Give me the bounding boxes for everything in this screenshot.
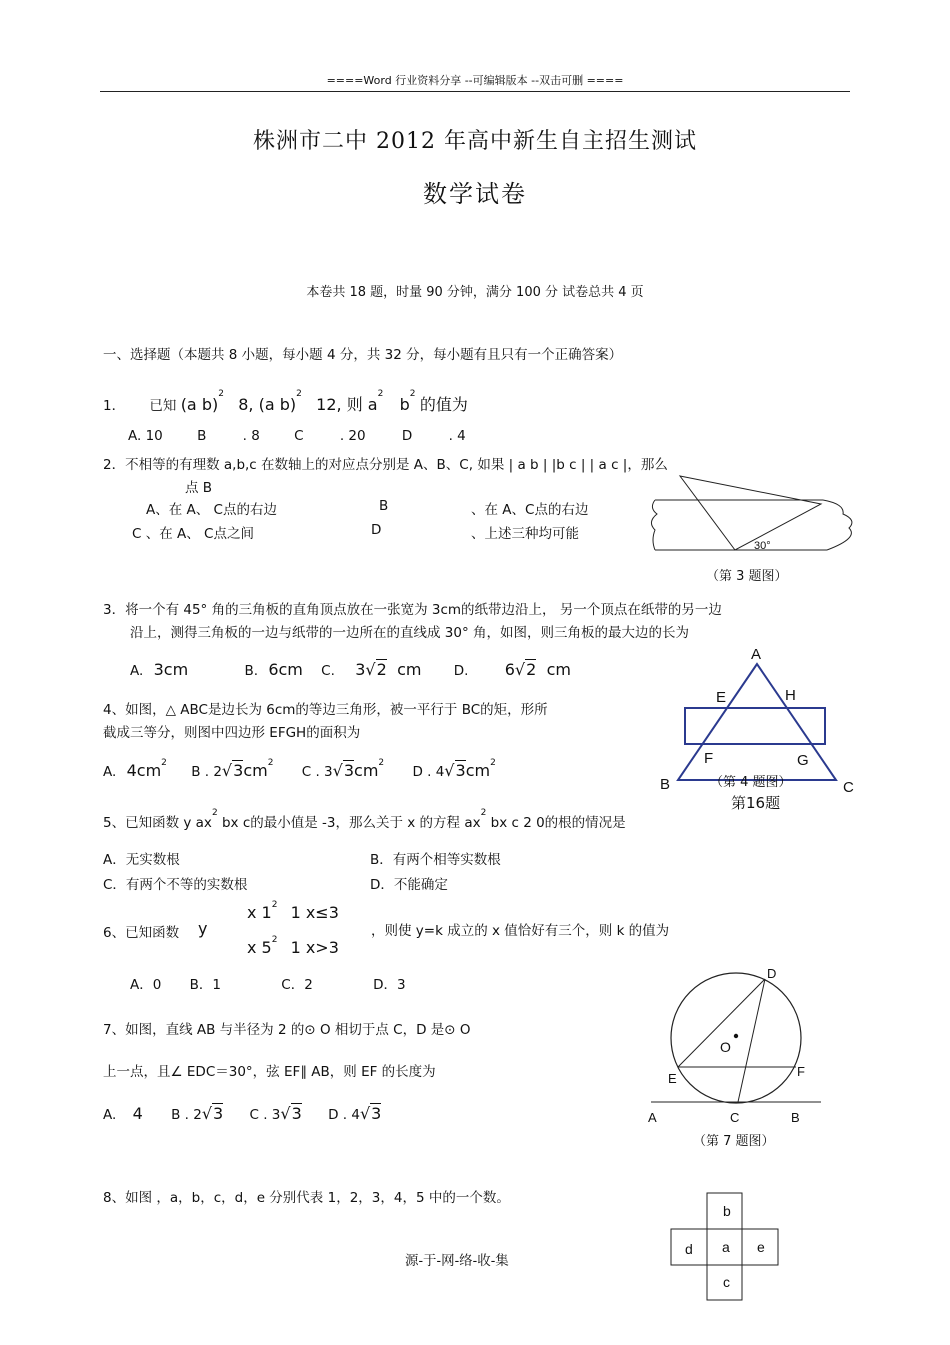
figure-3-caption: （第 3 题图）: [706, 569, 788, 584]
q5-option-d: D．不能确定: [370, 877, 448, 893]
q6-y: y: [198, 919, 208, 938]
q2-option-b-letter: B: [379, 498, 389, 514]
question-6-lead: 6、已知函数: [103, 925, 180, 941]
q5-option-b: B．有两个相等实数根: [370, 852, 501, 868]
fig7-label-a: A: [648, 1110, 657, 1125]
fig7-label-e: E: [668, 1071, 677, 1086]
fig7-label-d: D: [767, 966, 777, 981]
page-header: ====Word 行业资料分享 --可编辑版本 --双击可删 ====: [326, 74, 624, 87]
q4-line2: 截成三等分，则图中四边形 EFGH的面积为: [103, 725, 361, 741]
exam-title: 株洲市二中 2012 年高中新生自主招生测试: [253, 129, 697, 154]
q2-option-b: 、在 A、C点的右边: [471, 502, 589, 518]
q5-option-a: A．无实数根: [103, 852, 180, 868]
section-heading: 一、选择题（本题共 8 小题，每小题 4 分，共 32 分，每小题有且只有一个正确答案）: [103, 347, 623, 363]
q1-options: A. 10 B . 8 C . 20 D . 4: [128, 428, 466, 444]
fig4-label-h: H: [785, 687, 796, 704]
question-4: 4、如图，△ ABC是边长为 6cm的等边三角形，被一平行于 BC的矩，形所: [103, 702, 548, 718]
figure-4-caption: （第 4 题图）: [710, 775, 792, 790]
fig7-label-c: C: [730, 1110, 740, 1125]
q6-case-1: x $1^2$ 1 x≤3: [247, 900, 339, 922]
fig8-cell-b: b: [723, 1203, 731, 1219]
exam-info: 本卷共 18 题，时量 90 分钟，满分 100 分 试卷总共 4 页: [306, 285, 644, 300]
page-footer: 源-于-网-络-收-集: [405, 1253, 509, 1269]
figure-7-caption: （第 7 题图）: [693, 1134, 775, 1149]
q7-line2: 上一点，且∠ EDC＝30°，弦 EF∥ AB，则 EF 的长度为: [103, 1064, 436, 1080]
fig4-label-c: C: [843, 779, 854, 796]
fig8-cell-d: d: [685, 1241, 693, 1257]
q6-options: A．0 B．1 C．2 D．3: [130, 977, 406, 993]
q2-option-a: A、在 A、 C点的右边: [146, 502, 277, 518]
fig8-cell-e: e: [757, 1239, 765, 1255]
fig4-label-g: G: [797, 752, 809, 769]
q2-line2: 点 B: [185, 480, 213, 496]
fig7-label-b: B: [791, 1110, 800, 1125]
question-3: 3．将一个有 45° 角的三角板的直角顶点放在一张宽为 3cm的纸带边沿上， 另一个顶点在纸带的另一边: [103, 602, 722, 618]
q6-tail: ，则使 y=k 成立的 x 值恰好有三个，则 k 的值为: [371, 923, 670, 939]
fig4-label-f: F: [704, 750, 714, 767]
question-1: 1． 已知 (a b)$^2$ 8, (a b)$^2$ 12, 则 $a^2$ $b^2$ 的值为: [103, 389, 468, 414]
q5-option-c: C．有两个不等的实数根: [103, 877, 248, 893]
fig7-label-o: O: [720, 1039, 731, 1055]
q1-number: 1．: [103, 398, 126, 414]
question-2: 2．不相等的有理数 a,b,c 在数轴上的对应点分别是 A、B、C, 如果 | a b | |b c | | a c |，那么: [103, 457, 668, 473]
fig8-cell-c: c: [723, 1274, 730, 1290]
q2-option-d: 、上述三种均可能: [471, 526, 579, 542]
fig4-label-b: B: [660, 776, 671, 793]
q3-line2: 沿上，测得三角板的一边与纸带的一边所在的直线成 30° 角，如图，则三角板的最大边的长为: [130, 625, 690, 641]
question-8: 8、如图 ，a，b，c，d，e 分别代表 1，2，3，4，5 中的一个数。: [103, 1190, 510, 1206]
fig7-label-f: F: [797, 1064, 805, 1079]
header-rule: [100, 91, 850, 92]
figure-3-angle-label: 30°: [754, 540, 771, 552]
fig4-label-e: E: [716, 689, 727, 706]
q2-option-d-letter: D: [371, 522, 382, 538]
q3-options: A. 3cm B. 6cm C. 3√2 cm D. 6√2 cm: [130, 660, 571, 679]
exam-subtitle: 数学试卷: [423, 180, 527, 208]
q4-options: A. $4cm^2$ B . $2√3cm^2$ C . $3√3cm^2$ D . $4√3cm^2$: [103, 758, 496, 780]
fig8-cell-a: a: [722, 1239, 730, 1255]
figure-7-circle: [645, 962, 835, 1112]
figure-4-caption-2: 第16题: [731, 794, 781, 812]
q6-case-2: x $5^2$ 1 x>3: [247, 935, 339, 957]
question-5: 5、已知函数 y $ax^2$ bx c的最小值是 -3，那么关于 x 的方程 $ax^2$ bx c 2 0的根的情况是: [103, 808, 626, 831]
q2-option-c: C 、在 A、 C点之间: [132, 526, 254, 542]
q7-options: A. 4 B . 2√3 C . 3√3 D . 4√3: [103, 1104, 382, 1123]
question-7: 7、如图，直线 AB 与半径为 2 的⊙ O 相切于点 C，D 是⊙ O: [103, 1022, 471, 1038]
q1-option: A. 10: [128, 428, 163, 444]
fig4-label-a: A: [751, 646, 762, 663]
